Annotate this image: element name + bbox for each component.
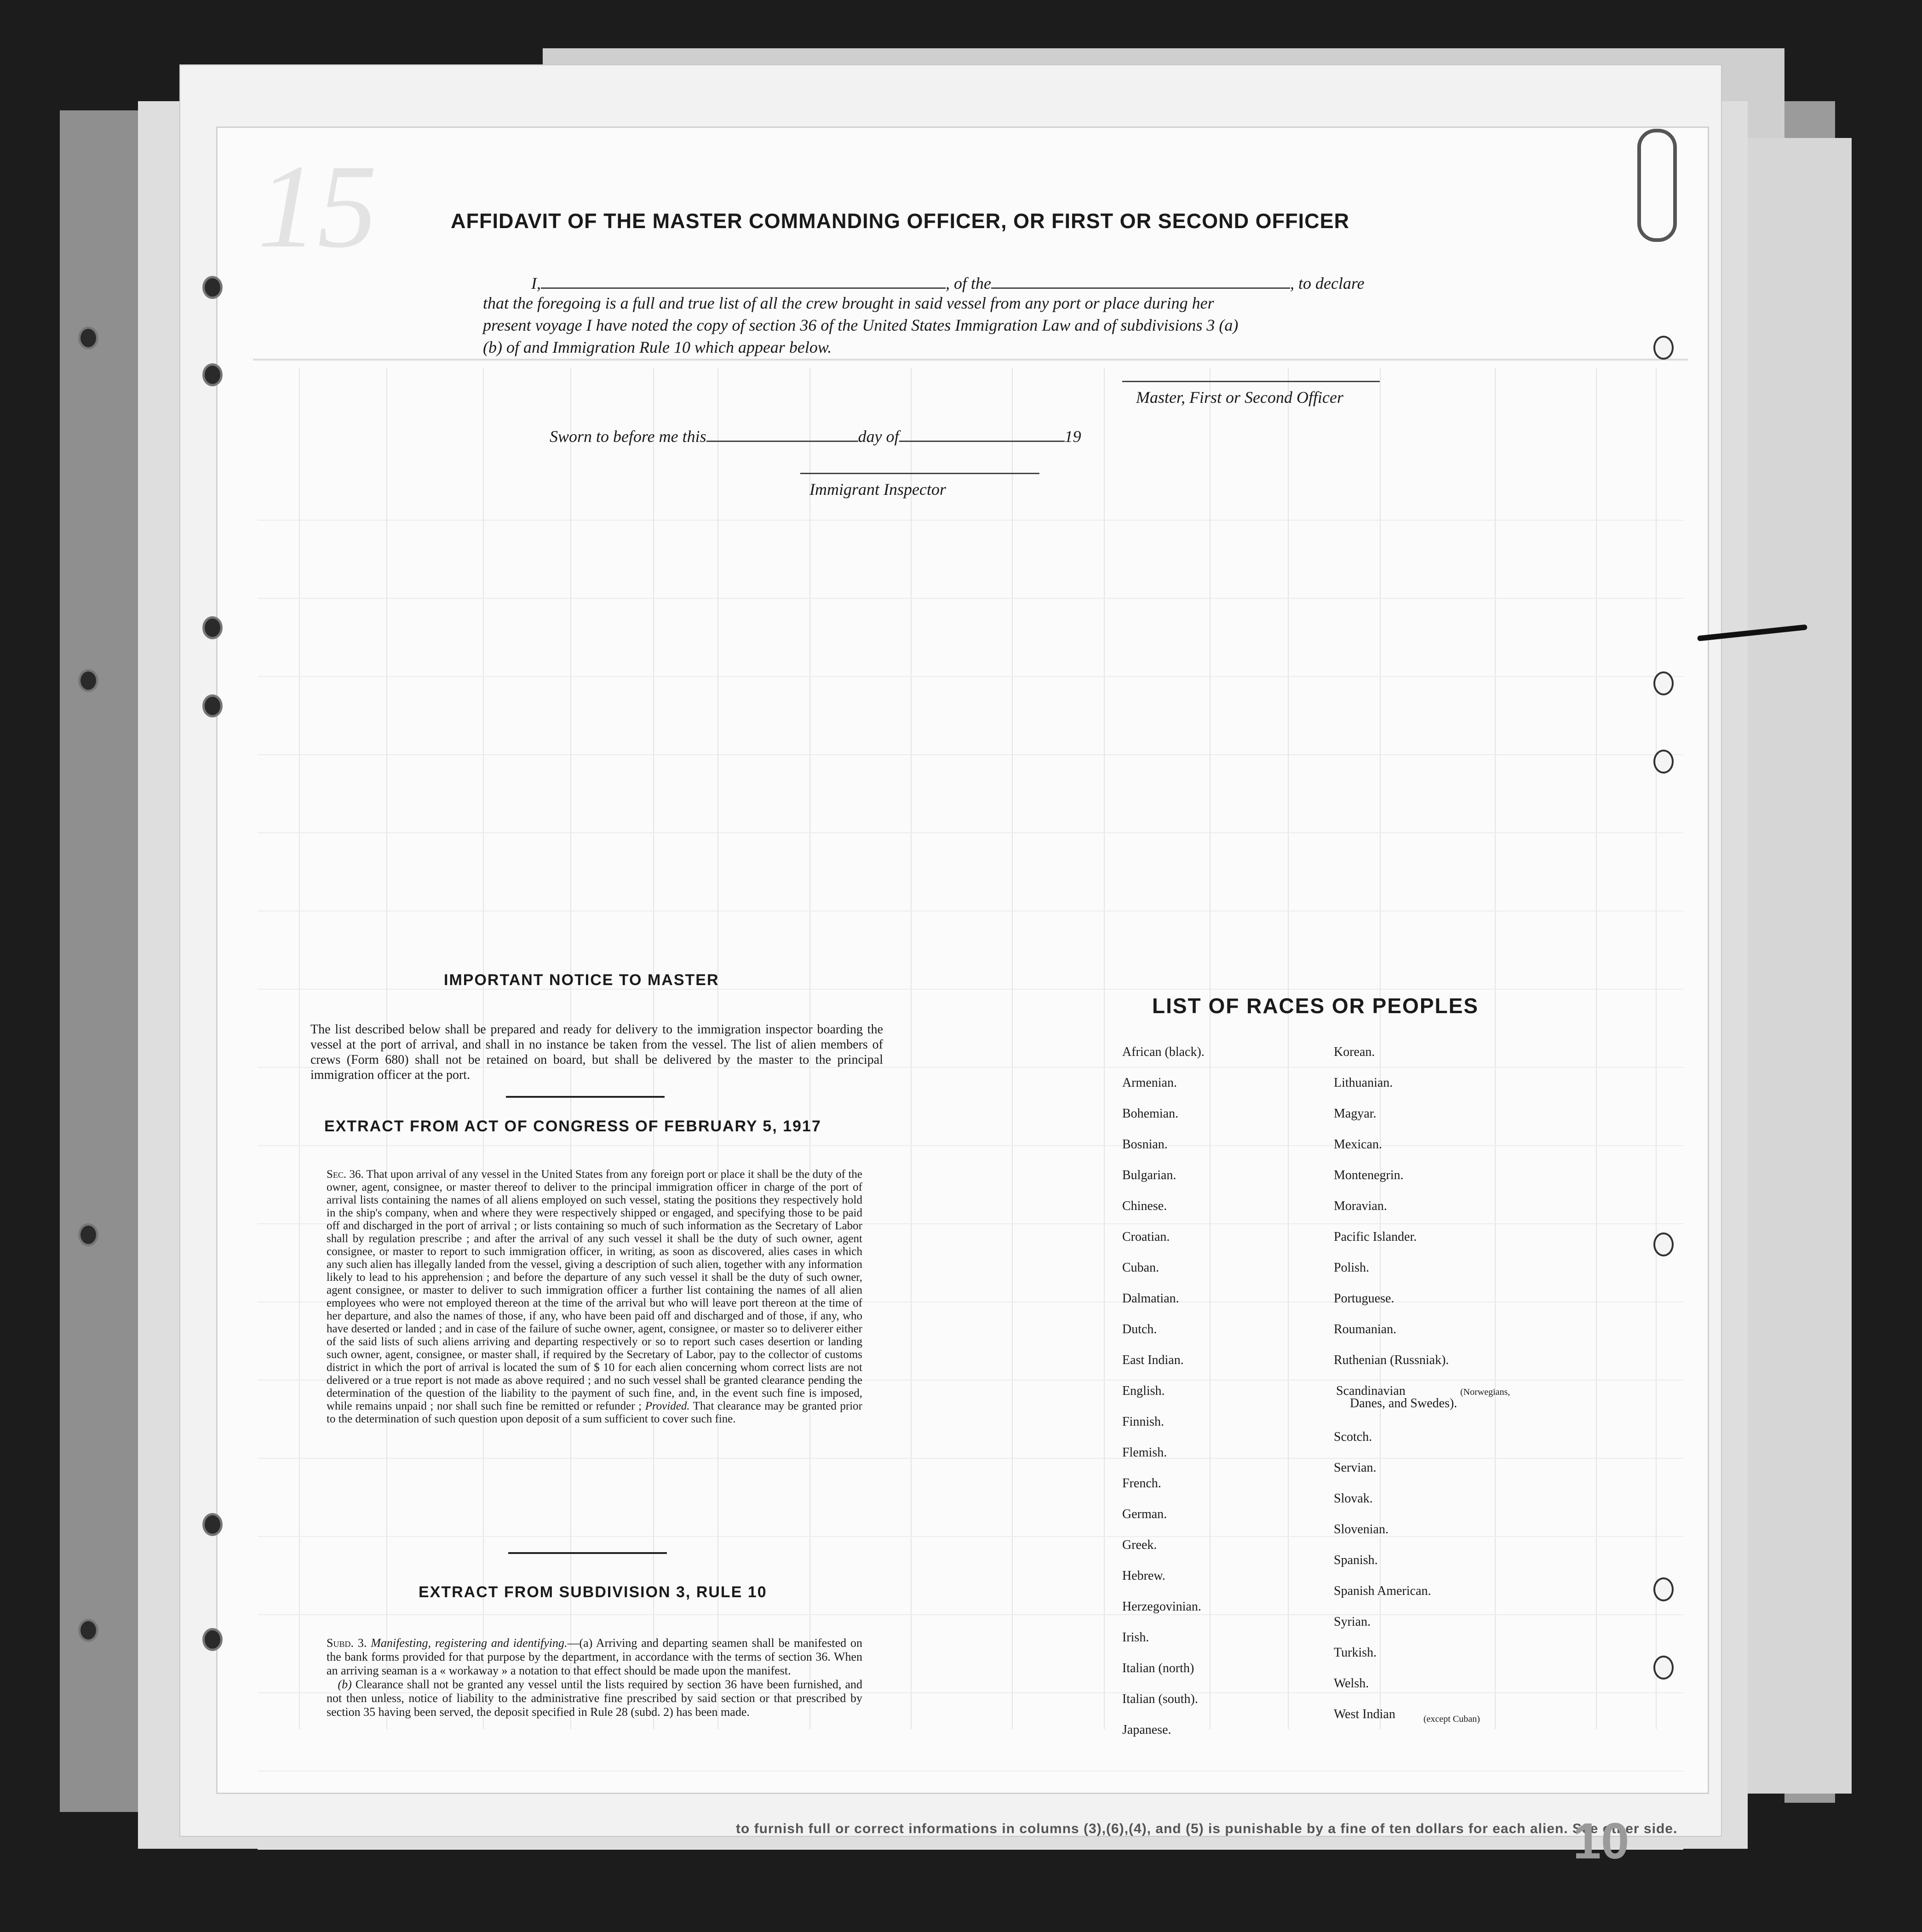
race-item: Syrian. bbox=[1334, 1615, 1371, 1629]
affidavit-body-line: present voyage I have noted the copy of section 36 of the United States Immigration Law and of subdivisions 3 (a) bbox=[483, 316, 1239, 334]
race-item: Croatian. bbox=[1122, 1230, 1170, 1244]
punch-hole-icon bbox=[202, 1628, 223, 1651]
footer-notice: to furnish full or correct informations in columns (3),(6),(4), and (5) is punishable by a fine of ten dollars for each alien. See other side. bbox=[736, 1821, 1678, 1836]
ghost-row-rule bbox=[258, 1536, 1683, 1537]
punch-hole-icon bbox=[1653, 750, 1674, 774]
race-item: Chinese. bbox=[1122, 1199, 1167, 1213]
race-item: English. bbox=[1122, 1384, 1165, 1398]
races-list-title: LIST OF RACES OR PEOPLES bbox=[1152, 994, 1479, 1018]
race-item: Armenian. bbox=[1122, 1076, 1177, 1090]
section-label: Sec. 36. bbox=[327, 1168, 364, 1181]
race-item: West Indian bbox=[1334, 1707, 1395, 1721]
affidavit-title: AFFIDAVIT OF THE MASTER COMMANDING OFFICER, OR FIRST OR SECOND OFFICER bbox=[451, 209, 1350, 233]
race-item: Lithuanian. bbox=[1334, 1076, 1393, 1090]
race-item: German. bbox=[1122, 1507, 1167, 1521]
ghost-row-rule bbox=[258, 1145, 1683, 1146]
punch-hole-icon bbox=[78, 1223, 98, 1246]
race-item: Roumanian. bbox=[1334, 1322, 1397, 1336]
to-declare-label: , to declare bbox=[1290, 274, 1365, 292]
race-item: Cuban. bbox=[1122, 1261, 1159, 1275]
ghost-column-rule bbox=[1495, 368, 1496, 1729]
ghost-row-rule bbox=[258, 598, 1683, 599]
race-item: Irish. bbox=[1122, 1630, 1149, 1645]
race-item: Slovenian. bbox=[1334, 1522, 1388, 1536]
ghost-column-rule bbox=[1210, 368, 1211, 1729]
scandinavian-note-line2: Danes, and Swedes). bbox=[1350, 1396, 1457, 1410]
section-36-body-end: That clearance may be granted prior to the determination of such question upon deposit of a sum sufficient to cover such fine. bbox=[327, 1400, 862, 1425]
subdivision-label: Subd. 3. bbox=[327, 1636, 367, 1650]
race-item: Hebrew. bbox=[1122, 1569, 1165, 1583]
race-item: Portuguese. bbox=[1334, 1291, 1394, 1306]
race-item: Italian (north) bbox=[1122, 1661, 1194, 1675]
day-of-label: day of bbox=[858, 427, 899, 446]
race-item: Turkish. bbox=[1334, 1645, 1377, 1660]
punch-hole-icon bbox=[1653, 1233, 1674, 1256]
race-item: African (black). bbox=[1122, 1045, 1205, 1059]
ghost-column-rule bbox=[1656, 368, 1657, 1729]
race-item: Polish. bbox=[1334, 1261, 1370, 1275]
race-item: Italian (south). bbox=[1122, 1692, 1198, 1706]
divider-rule bbox=[508, 1552, 667, 1554]
subdivision-heading: Manifesting, registering and identifying. bbox=[371, 1636, 568, 1650]
notice-title: IMPORTANT NOTICE TO MASTER bbox=[444, 971, 719, 989]
sworn-label: Sworn to before me this bbox=[550, 427, 706, 446]
punch-hole-icon bbox=[78, 669, 98, 692]
west-indian-note-text: (except Cuban) bbox=[1423, 1714, 1480, 1724]
ghost-row-rule bbox=[258, 520, 1683, 521]
affidavit-body bbox=[483, 292, 1426, 358]
ghost-row-rule bbox=[258, 754, 1683, 755]
race-item: Bulgarian. bbox=[1122, 1168, 1176, 1182]
race-item: Mexican. bbox=[1334, 1137, 1382, 1152]
punch-hole-icon bbox=[202, 616, 223, 639]
race-item: Bosnian. bbox=[1122, 1137, 1168, 1152]
punch-hole-icon bbox=[1653, 1656, 1674, 1680]
punch-hole-icon bbox=[1653, 1577, 1674, 1601]
race-item: Welsh. bbox=[1334, 1676, 1369, 1691]
year-label: 19 bbox=[1064, 427, 1081, 446]
section-36-body: That upon arrival of any vessel in the United States from any foreign port or place it shall be the duty of the owner, agent, consignee, or master thereof to deliver to the principal immigration officer in charge of the port of arrival lists containing the names of all aliens employed on such vessel, stating the positions they respectively hold in the ship's company, when and where they were respectively shipped or engaged, and specifying those to be paid off and discharged in the port of arrival ; or lists containing so much of such information as the Secretary of Labor shall by regulation prescribe ; and after the arrival of any such vessel it shall be the duty of such owner, agent consignee, or master to report to such immigration officer, in writing, as soon as discovered, alies cases in which any such alien has illegally landed from the vessel, giving a description of such alien, together with any information likely to lead to his apprehension ; and before the departure of any such vessel it shall be the duty of such owner, agent consignee, or master to deliver to such immigration officer a further list containing the names of all alien employees who were not employed thereon at the time of the arrival but who will leave port thereon at the time of her departure, and also the names of those, if any, who have been paid off and discharged and of those, if any, who have deserted or landed ; and in case of the failure of suche owner, agent, consignee, or master so to deliverer either of the said lists of such aliens arriving and departing respectively or so to report such cases desertion or landing such owner, agent, consignee, or master shall, if required by the Secretary of Labor, pay to the collector of customs district in which the port of arrival is located the sum of $ 10 for each alien concerning whom correct lists are not delivered or a true report is not made as above required ; and no such vessel shall be granted clearance pending the determination of the question of the liability to the payment of such fine, and, in the event such fine is imposed, while remains unpaid ; nor shall such fine be remitted or refunder ; bbox=[327, 1168, 862, 1412]
race-item: Pacific Islander. bbox=[1334, 1230, 1417, 1244]
month-blank bbox=[899, 441, 1065, 442]
west-indian-note bbox=[1423, 1711, 1480, 1726]
race-item: Montenegrin. bbox=[1334, 1168, 1404, 1182]
ghost-stamp-mark: 15 bbox=[258, 140, 377, 273]
punch-hole-icon bbox=[202, 276, 223, 299]
race-item: Scotch. bbox=[1334, 1430, 1372, 1444]
inspector-label: Immigrant Inspector bbox=[809, 480, 946, 499]
punch-hole-icon bbox=[1653, 671, 1674, 695]
race-item: Moravian. bbox=[1334, 1199, 1387, 1213]
ghost-table-header-rule bbox=[253, 359, 1688, 361]
race-item: Japanese. bbox=[1122, 1723, 1171, 1737]
punch-hole-icon bbox=[202, 694, 223, 717]
affidavit-body-line: that the foregoing is a full and true list of all the crew brought in said vessel from any port or place during her bbox=[483, 294, 1214, 312]
rule-10-extract-title: EXTRACT FROM SUBDIVISION 3, RULE 10 bbox=[419, 1583, 767, 1601]
race-item: East Indian. bbox=[1122, 1353, 1184, 1367]
ghost-row-rule bbox=[258, 1849, 1683, 1850]
ghost-column-rule bbox=[1012, 368, 1013, 1729]
race-item: French. bbox=[1122, 1476, 1161, 1491]
congress-extract-title: EXTRACT FROM ACT OF CONGRESS OF FEBRUARY 5, 1917 bbox=[324, 1118, 821, 1135]
race-item: Spanish. bbox=[1334, 1553, 1378, 1567]
paragraph-a: —(a) Arriving and departing seamen shall be manifested on the bank forms provided for that purpose by the department, in accordance with the terms of section 36. When an arriving seaman is a « workaway » a notation to that effect should be made upon the manifest. bbox=[327, 1636, 862, 1677]
race-item: Dutch. bbox=[1122, 1322, 1157, 1336]
ghost-row-rule bbox=[258, 1458, 1683, 1459]
race-item: Korean. bbox=[1334, 1045, 1375, 1059]
of-the-label: , of the bbox=[946, 274, 991, 292]
race-item: Slovak. bbox=[1334, 1491, 1373, 1506]
subdivision-3-text bbox=[327, 1636, 862, 1719]
officer-label: Master, First or Second Officer bbox=[1136, 388, 1343, 407]
affidavit-declaration-line bbox=[531, 272, 1365, 294]
ghost-column-rule bbox=[299, 368, 300, 1729]
ghost-column-rule bbox=[1288, 368, 1289, 1729]
ghost-column-rule bbox=[1104, 368, 1105, 1729]
punch-hole-icon bbox=[78, 1619, 98, 1642]
ghost-column-rule bbox=[1596, 368, 1597, 1729]
section-36-text bbox=[327, 1168, 862, 1426]
race-item: Bohemian. bbox=[1122, 1106, 1179, 1121]
scandinavian-note-line1: (Norwegians, bbox=[1460, 1387, 1510, 1397]
paragraph-b: Clearance shall not be granted any vessel until the lists required by section 36 have been furnished, and not then unless, notice of liability to the administrative fine prescribed by said section or that prescribed by section 35 having been served, the deposit specified in Rule 28 (subd. 2) has been made. bbox=[327, 1678, 863, 1719]
punch-hole-icon bbox=[78, 327, 98, 350]
punch-hole-icon bbox=[202, 363, 223, 386]
form-frame bbox=[216, 126, 1709, 1794]
ghost-row-rule bbox=[258, 911, 1683, 912]
day-blank bbox=[706, 441, 858, 442]
race-item: Scandinavian bbox=[1336, 1384, 1406, 1398]
race-item: Magyar. bbox=[1334, 1106, 1377, 1121]
page-number: 10 bbox=[1573, 1813, 1629, 1869]
notice-body: The list described below shall be prepared and ready for delivery to the immigration inspector boarding the vessel at the port of arrival, and shall in no instance be taken from the vessel. The list of alien members of crews (Form 680) shall not be retained on board, but shall be delivered by the master to the principal immigration officer at the port. bbox=[310, 1022, 883, 1082]
provided-label: Provided. bbox=[645, 1400, 690, 1412]
race-item: Dalmatian. bbox=[1122, 1291, 1179, 1306]
i-label: I, bbox=[531, 274, 541, 292]
ghost-column-rule bbox=[911, 368, 912, 1729]
officer-signature-line bbox=[1122, 381, 1380, 382]
race-item: Ruthenian (Russniak). bbox=[1334, 1353, 1449, 1367]
punch-hole-icon bbox=[1653, 336, 1674, 360]
race-item: Finnish. bbox=[1122, 1415, 1165, 1429]
divider-rule bbox=[506, 1096, 665, 1098]
race-item: Herzegovinian. bbox=[1122, 1599, 1201, 1614]
paper-clip-icon bbox=[1637, 129, 1677, 242]
affidavit-body-line: (b) of and Immigration Rule 10 which appear below. bbox=[483, 338, 832, 356]
race-item: Flemish. bbox=[1122, 1445, 1167, 1460]
punch-hole-icon bbox=[202, 1513, 223, 1536]
race-item: Servian. bbox=[1334, 1461, 1377, 1475]
ghost-row-rule bbox=[258, 832, 1683, 833]
inspector-signature-line bbox=[800, 473, 1039, 474]
sworn-line bbox=[550, 425, 1081, 447]
vessel-blank bbox=[991, 287, 1290, 289]
ghost-row-rule bbox=[258, 676, 1683, 677]
ghost-row-rule bbox=[258, 1614, 1683, 1615]
scandinavian-note bbox=[1460, 1384, 1510, 1399]
race-item: Greek. bbox=[1122, 1538, 1157, 1552]
paragraph-b-label: (b) bbox=[338, 1678, 352, 1691]
race-item: Spanish American. bbox=[1334, 1584, 1431, 1598]
name-blank bbox=[541, 287, 946, 289]
